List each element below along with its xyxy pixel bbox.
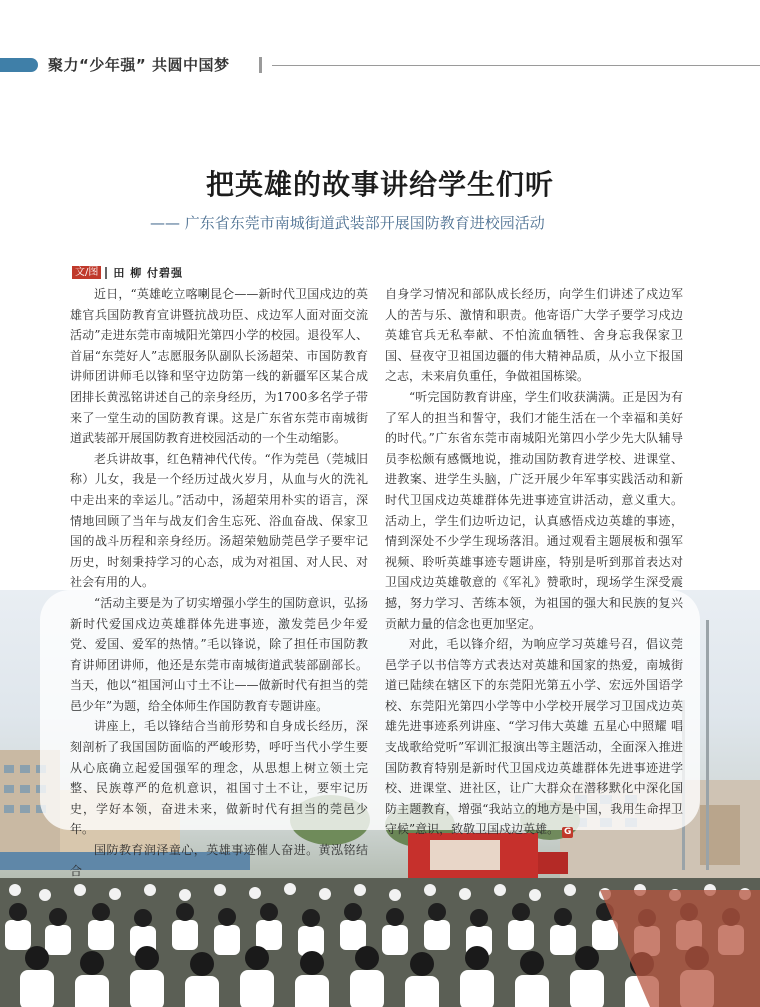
paragraph: 国防教育润泽童心，英雄事迹催人奋进。黄泓铭结合 bbox=[70, 843, 368, 878]
article-title: 把英雄的故事讲给学生们听 bbox=[205, 168, 554, 201]
paragraph: “听完国防教育讲座，学生们收获满满。正是因为有了军人的担当和誓守，我们才能生活在一个幸福和美好的时代。”广东省东莞市南城阳光第四小学少先大队辅导员李松颇有感慨地说，推动国防教育进学校、进课堂、进教案、进学生头脑，广泛开展少年军事实践活动和新时代卫国戍边英雄群体先进事迹宣讲活动，意义重大。活动上，学生们边听边记，认真感悟戍边英雄的事迹，情到深处不少学生现场落泪。通过观看主题展板和强军视频、聆听英雄事迹专题讲座，特别是听到那首表达对卫国戍边英雄敬意的《军礼》赞歌时，现场学生深受震撼，努力学习、苦练本领，为祖国的强大和民族的复兴贡献力量的信念也更加坚定。 bbox=[385, 389, 683, 631]
article-column-right bbox=[385, 284, 683, 840]
section-title: 聚力“少年强” 共圆中国梦 bbox=[48, 56, 230, 74]
paragraph: 自身学习情况和部队成长经历，向学生们讲述了戍边军人的苦与乐、激情和职责。他寄语广大学子要学习戍边英雄官兵无私奉献、不怕流血牺牲、舍身忘我保家卫国、昼夜守卫祖国边疆的伟大精神品质，从小立下报国之志，未来肩负重任，争做祖国栋梁。 bbox=[385, 287, 683, 384]
paragraph-last-text: 对此，毛以锋介绍，为响应学习英雄号召，倡议莞邑学子以书信等方式表达对英雄和国家的热爱，南城街道已陆续在辖区下的东莞阳光第五小学、宏远外国语学校、东莞阳光第四小学等中小学校开展学习卫国戍边英雄先进事迹系列讲座、“学习伟大英雄 五星心中照耀 唱支战歌给党听”军训汇报演出等主题活动，全面深入推进国防教育特别是新时代卫国戍边英雄群体先进事迹进学校、进课堂、进社区，让广大群众在潜移默化中深化国防主题教育，增强“我站立的地方是中国，我用生命捍卫守候”意识，致敬卫国戍边英雄。 bbox=[385, 637, 683, 837]
paragraph-last bbox=[385, 634, 683, 840]
paragraph: 讲座上，毛以锋结合当前形势和自身成长经历，深刻剖析了我国国防面临的严峻形势，呼吁当代小学生要从心底确立起爱国强军的理念，从思想上树立领土完整、民族尊严的危机意识，祖国寸土不让，要牢记历史，学好本领，奋进未来，做新时代有担当的莞邑少年。 bbox=[70, 719, 368, 837]
byline-separator bbox=[105, 267, 107, 279]
article-subtitle: —— 广东省东莞市南城街道武装部开展国防教育进校园活动 bbox=[150, 214, 545, 232]
section-tab-marker bbox=[0, 58, 38, 72]
byline-tag: 文/图 bbox=[72, 266, 101, 279]
section-header bbox=[0, 52, 760, 82]
section-rule bbox=[272, 65, 760, 66]
byline bbox=[72, 262, 183, 278]
article-column-left bbox=[70, 284, 368, 881]
paragraph: 近日，“英雄屹立喀喇昆仑——新时代卫国戍边的英雄官兵国防教育宣讲暨抗战功臣、戍边军人面对面交流活动”走进东莞市南城阳光第四小学的校园。退役军人、首届“东莞好人”志愿服务队副队长汤超荣、市国防教育讲师团讲师毛以锋和坚守边防第一线的新疆军区某合成团排长黄泓铭讲述自己的亲身经历，为1700多名学子带来了一堂生动的国防教育课。这是广东省东莞市南城街道武装部开展国防教育进校园活动的一个生动缩影。 bbox=[70, 287, 368, 446]
paragraph: “活动主要是为了切实增强小学生的国防意识，弘扬新时代爱国戍边英雄群体先进事迹，激发莞邑少年爱党、爱国、爱军的热情。”毛以锋说，除了担任市国防教育讲师团讲师，他还是东莞市南城街道武装部副部长。当天，他以“祖国河山寸土不让——做新时代有担当的莞邑少年”为题，给全体师生作国防教育专题讲座。 bbox=[70, 595, 368, 713]
byline-authors: 田 柳 付碧强 bbox=[113, 266, 184, 280]
article-end-mark-icon: G bbox=[563, 827, 572, 838]
paragraph: 老兵讲故事，红色精神代代传。“作为莞邑（莞城旧称）儿女，我是一个经历过战火岁月，从血与火的洗礼中走出来的幸运儿。”活动中，汤超荣用朴实的语言，深情地回顾了当年与战友们舍生忘死、浴血奋战、保家卫国的战斗历程和亲身经历。汤超荣勉励莞邑学子要牢记历史，时刻秉持学习的心态，成为对祖国、对人民、对社会有用的人。 bbox=[70, 451, 368, 590]
section-divider-bar bbox=[259, 57, 262, 73]
